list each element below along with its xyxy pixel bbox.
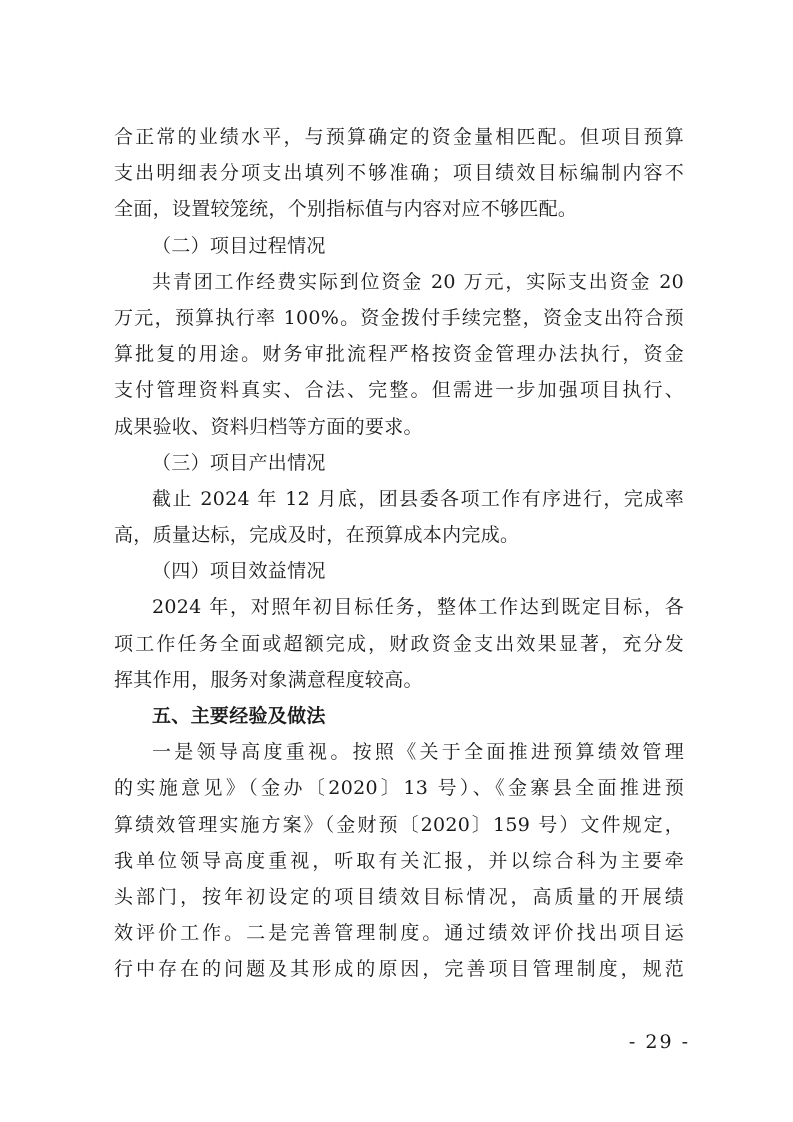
text-line: 支出明细表分项支出填列不够准确；项目绩效目标编制内容不 bbox=[114, 162, 684, 185]
text-line: 2024 年，对照年初目标任务，整体工作达到既定目标，各 bbox=[152, 596, 684, 619]
text-line: 算批复的用途。财务审批流程严格按资金管理办法执行，资金 bbox=[114, 343, 684, 366]
page-number: - 29 - bbox=[628, 1031, 690, 1053]
text-line: （四）项目效益情况 bbox=[152, 560, 326, 583]
text-line: 项工作任务全面或超额完成，财政资金支出效果显著，充分发 bbox=[114, 632, 684, 655]
text-line: 截止 2024 年 12 月底，团县委各项工作有序进行，完成率 bbox=[152, 487, 684, 510]
text-line: 头部门，按年初设定的项目绩效目标情况，高质量的开展绩 bbox=[114, 885, 684, 908]
text-line: 一是领导高度重视。按照《关于全面推进预算绩效管理 bbox=[152, 741, 684, 764]
section-heading: 五、主要经验及做法 bbox=[152, 705, 326, 727]
text-line: 挥其作用，服务对象满意程度较高。 bbox=[114, 668, 423, 691]
text-line: 支付管理资料真实、合法、完整。但需进一步加强项目执行、 bbox=[114, 379, 684, 402]
text-line: 行中存在的问题及其形成的原因，完善项目管理制度，规范 bbox=[114, 958, 684, 981]
text-line: 的实施意见》（金办〔2020〕13 号）、《金寨县全面推进预 bbox=[114, 777, 684, 800]
text-line: 万元，预算执行率 100%。资金拨付手续完整，资金支出符合预 bbox=[114, 306, 684, 329]
text-line: 效评价工作。二是完善管理制度。通过绩效评价找出项目运 bbox=[114, 922, 684, 945]
document-body bbox=[114, 119, 684, 988]
text-line: 共青团工作经费实际到位资金 20 万元，实际支出资金 20 bbox=[152, 270, 684, 293]
text-line: 成果验收、资料归档等方面的要求。 bbox=[114, 415, 423, 438]
text-line: （二）项目过程情况 bbox=[152, 234, 326, 257]
text-line: 高，质量达标，完成及时，在预算成本内完成。 bbox=[114, 524, 520, 547]
text-line: （三）项目产出情况 bbox=[152, 451, 326, 474]
text-line: 合正常的业绩水平，与预算确定的资金量相匹配。但项目预算 bbox=[114, 126, 684, 148]
text-line: 全面，设置较笼统，个别指标值与内容对应不够匹配。 bbox=[114, 198, 578, 221]
text-line: 我单位领导高度重视，听取有关汇报，并以综合科为主要牵 bbox=[114, 849, 684, 872]
text-line: 算绩效管理实施方案》（金财预〔2020〕159 号）文件规定， bbox=[114, 813, 684, 836]
